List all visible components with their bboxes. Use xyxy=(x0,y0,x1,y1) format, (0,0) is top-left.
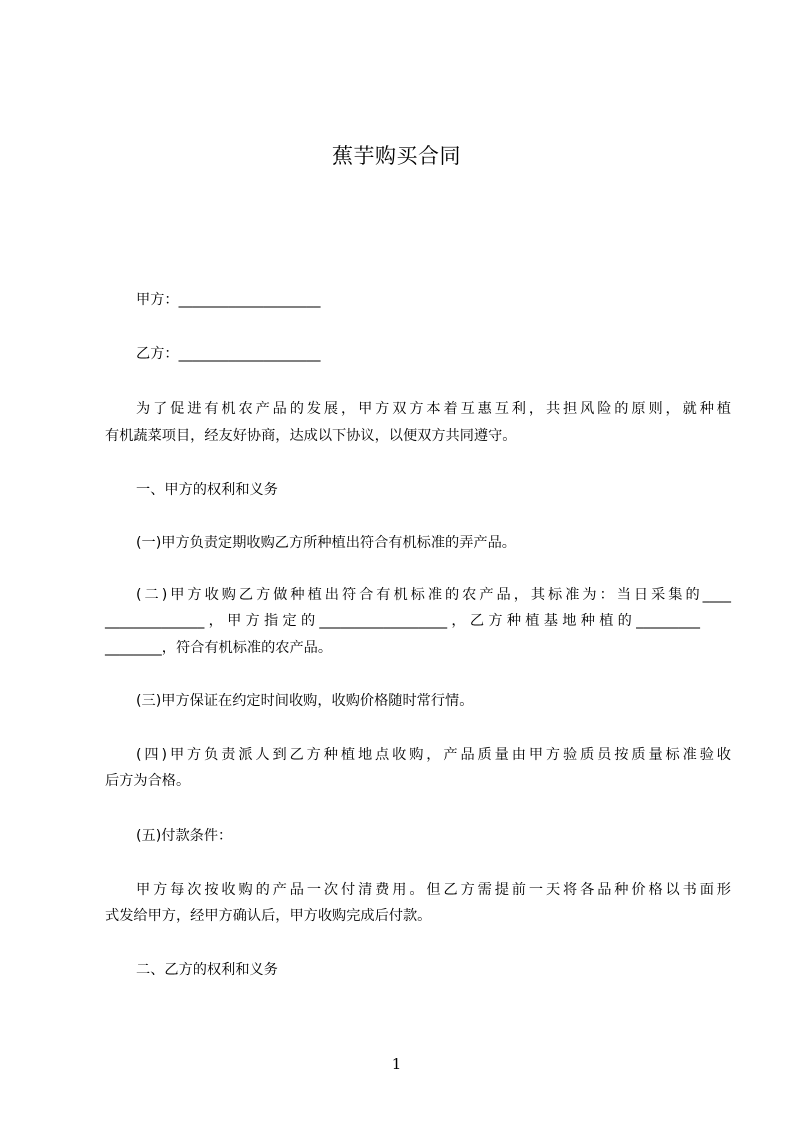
clause-1-3: (三)甲方保证在约定时间收购，收购价格随时常行情。 xyxy=(136,693,474,709)
clause-1-2-line-3: ________，符合有机标准的农产品。 xyxy=(105,640,333,656)
section-1-heading: 一、甲方的权利和义务 xyxy=(136,482,278,498)
clause-1-4-line-1: (四)甲方负责派人到乙方种植地点收购，产品质量由甲方验质员按质量标准验收 xyxy=(136,747,731,763)
page-number: 1 xyxy=(391,1055,402,1073)
preamble-line-2: 有机蔬菜项目，经友好协商，达成以下协议，以便双方共同遵守。 xyxy=(105,428,517,444)
preamble-line-1: 为了促进有机农产品的发展，甲方双方本着互惠互利，共担风险的原则，就种植 xyxy=(136,401,731,417)
payment-terms-line-2: 式发给甲方，经甲方确认后，甲方收购完成后付款。 xyxy=(105,908,432,924)
clause-1-4-line-2: 后方为合格。 xyxy=(105,773,191,789)
party-a-line: 甲方：____________________ xyxy=(136,292,321,308)
clause-1-5-heading: (五)付款条件： xyxy=(136,828,233,844)
clause-1-2-line-1: (二)甲方收购乙方做种植出符合有机标准的农产品，其标准为：当日采集的____ xyxy=(136,587,731,603)
clause-1-1: (一)甲方负责定期收购乙方所种植出符合有机标准的弄产品。 xyxy=(136,535,516,551)
payment-terms-line-1: 甲方每次按收购的产品一次付清费用。但乙方需提前一天将各品种价格以书面形 xyxy=(136,882,731,898)
section-2-heading: 二、乙方的权利和义务 xyxy=(136,962,278,978)
document-title: 蕉芋购买合同 xyxy=(332,144,461,168)
party-b-line: 乙方：____________________ xyxy=(136,346,321,362)
clause-1-2-line-2: ______________，甲方指定的__________________，乙方种植基地种植的_________ xyxy=(105,613,700,629)
